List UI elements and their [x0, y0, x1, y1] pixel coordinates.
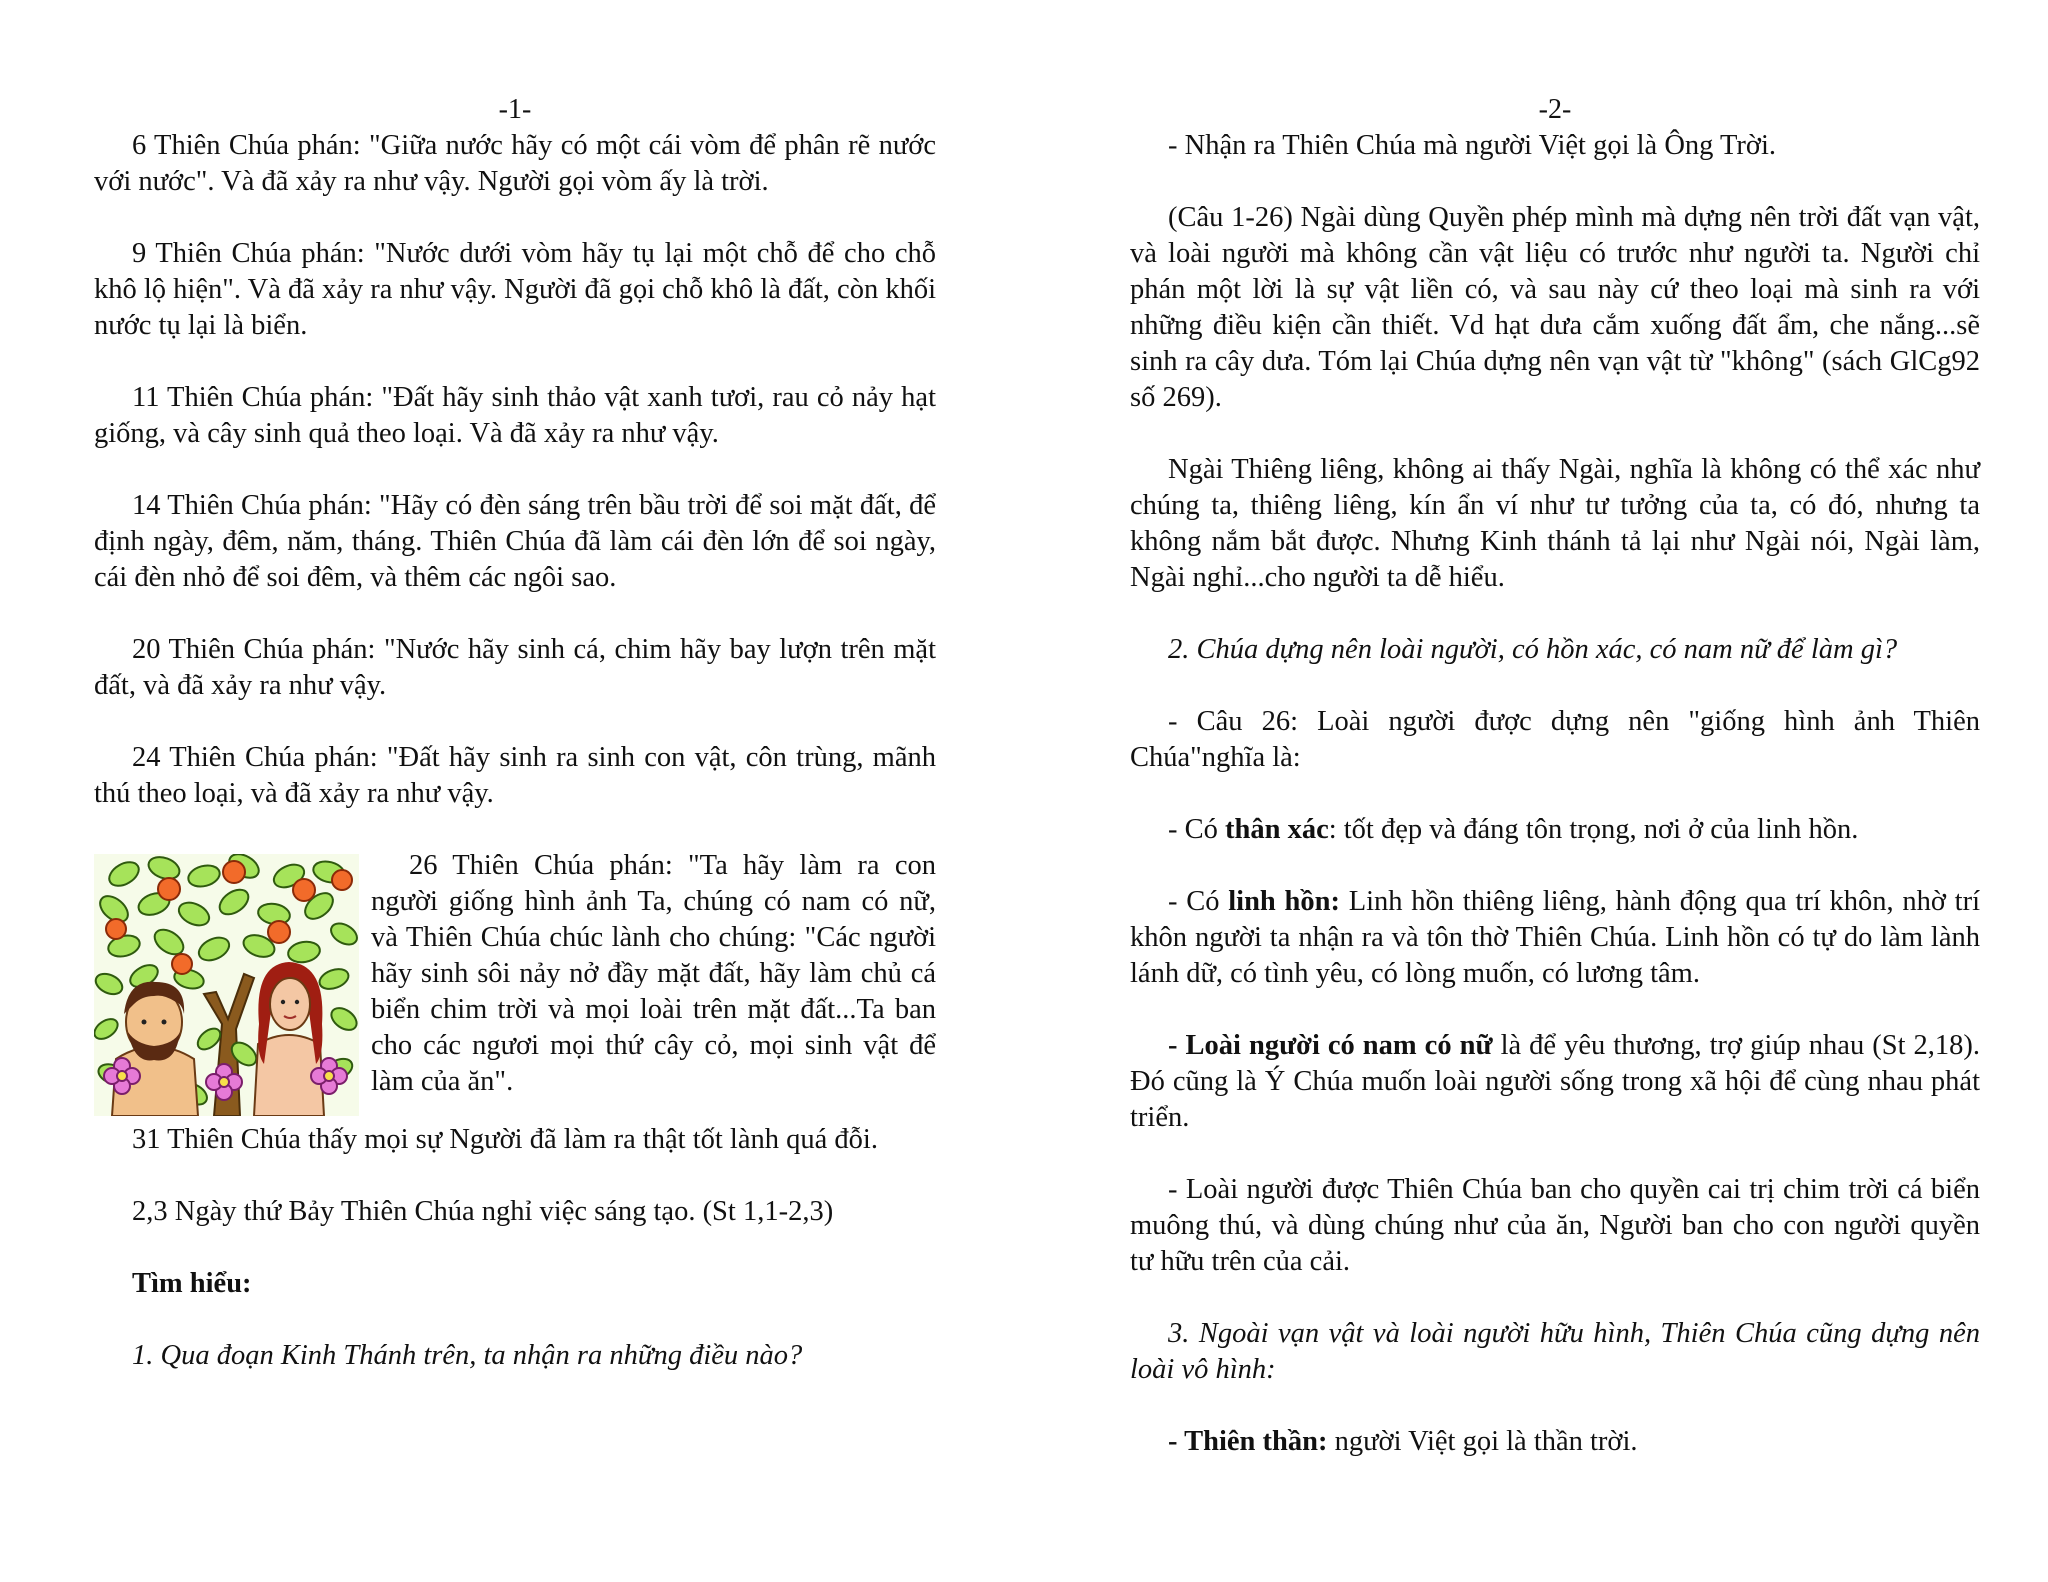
right-page	[1130, 0, 1980, 1582]
page-number: -1-	[498, 94, 532, 125]
paragraph-verse-26: - Câu 26: Loài người được dựng nên "giống hình ảnh Thiên Chúa"nghĩa là:	[1130, 706, 1980, 773]
verse-14: 14 Thiên Chúa phán: "Hãy có đèn sáng trên bầu trời để soi mặt đất, để định ngày, đêm, năm, tháng. Thiên Chúa đã làm cái đèn lớn để soi ngày, cái đèn nhỏ để soi đêm, và thêm các ngôi sao.	[94, 490, 936, 593]
text-rest: là để yêu thương, trợ giúp nhau (St 2,18). Đó cũng là Ý Chúa muốn loài người sống trong xã hội để cùng nhau phát triển.	[1130, 1030, 1980, 1133]
verse-26: 26 Thiên Chúa phán: "Ta hãy làm ra con người giống hình ảnh Ta, chúng có nam có nữ, và Thiên Chúa chúc lành cho chúng: "Các người hãy sinh sôi nảy nở đầy mặt đất, hãy làm chủ cá biển chim trời và mọi loài trên mặt đất...Ta ban cho các ngươi mọi thứ cây cỏ, mọi sinh vật để làm của ăn".	[371, 850, 936, 1097]
paragraph-soul	[1130, 884, 1980, 992]
text-prefix: - Có	[1168, 886, 1229, 917]
question-1: 1. Qua đoạn Kinh Thánh trên, ta nhận ra những điều nào?	[132, 1340, 803, 1371]
page-number: -2-	[1538, 94, 1572, 125]
left-page	[94, 0, 936, 1582]
text-rest: : tốt đẹp và đáng tôn trọng, nơi ở của linh hồn.	[1328, 814, 1859, 845]
verse-9: 9 Thiên Chúa phán: "Nước dưới vòm hãy tụ lại một chỗ để cho chỗ khô lộ hiện". Và đã xảy ra như vậy. Người đã gọi chỗ khô là đất, còn khối nước tụ lại là biển.	[94, 238, 936, 341]
paragraph-dominion: - Loài người được Thiên Chúa ban cho quyền cai trị chim trời cá biển muông thú, và dùng chúng như của ăn, Người ban cho con người quyền tư hữu trên của cải.	[1130, 1174, 1980, 1277]
verse-20: 20 Thiên Chúa phán: "Nước hãy sinh cá, chim hãy bay lượn trên mặt đất, và đã xảy ra như vậy.	[94, 634, 936, 701]
question-2: 2. Chúa dựng nên loài người, có hồn xác, có nam nữ để làm gì?	[1168, 634, 1898, 665]
paragraph-angels	[1130, 1424, 1980, 1460]
paragraph-spiritual: Ngài Thiêng liêng, không ai thấy Ngài, nghĩa là không có thể xác như chúng ta, thiêng liêng, kín ẩn ví như tư tưởng của ta, có đó, nhưng ta không nắm bắt được. Nhưng Kinh thánh tả lại như Ngài nói, Ngài làm, Ngài nghỉ...cho người ta dễ hiểu.	[1130, 454, 1980, 593]
verse-24: 24 Thiên Chúa phán: "Đất hãy sinh ra sinh con vật, côn trùng, mãnh thú theo loại, và đã xảy ra như vậy.	[94, 742, 936, 809]
question-3: 3. Ngoài vạn vật và loài người hữu hình, Thiên Chúa cũng dựng nên loài vô hình:	[1130, 1318, 1980, 1385]
text-prefix: - Có	[1168, 814, 1225, 845]
paragraph-creation-power: (Câu 1-26) Ngài dùng Quyền phép mình mà dựng nên trời đất vạn vật, và loài người mà không cần vật liệu có trước như người ta. Người chỉ phán một lời là sự vật liền có, và sau này cứ theo loại mà sinh ra với những điều kiện cần thiết. Vd hạt dưa cắm xuống đất ẩm, che nắng...sẽ sinh ra cây dưa. Tóm lại Chúa dựng nên vạn vật từ "không" (sách GlCg92 số 269).	[1130, 202, 1980, 413]
text-rest: người Việt gọi là thần trời.	[1327, 1426, 1638, 1457]
term-male-female: - Loài người có nam có nữ	[1168, 1030, 1493, 1061]
adam-eve-tree-icon	[94, 854, 359, 1116]
paragraph-god-recognized: - Nhận ra Thiên Chúa mà người Việt gọi là Ông Trời.	[1168, 130, 1777, 161]
verse-31: 31 Thiên Chúa thấy mọi sự Người đã làm ra thật tốt lành quá đỗi.	[132, 1124, 878, 1155]
term-angels: - Thiên thần:	[1168, 1426, 1328, 1457]
section-heading: Tìm hiểu:	[132, 1268, 252, 1299]
term-body: thân xác	[1225, 814, 1329, 845]
paragraph-body	[1130, 812, 1980, 848]
verse-2-3: 2,3 Ngày thứ Bảy Thiên Chúa nghỉ việc sáng tạo. (St 1,1-2,3)	[132, 1196, 834, 1227]
verse-6: 6 Thiên Chúa phán: "Giữa nước hãy có một cái vòm để phân rẽ nước với nước". Và đã xảy ra như vậy. Người gọi vòm ấy là trời.	[94, 130, 936, 197]
text-rest: Linh hồn thiêng liêng, hành động qua trí khôn, nhờ trí khôn người ta nhận ra và tôn thờ Thiên Chúa. Linh hồn có tự do làm lành lánh dữ, có tình yêu, có lòng muốn, có lương tâm.	[1130, 886, 1981, 989]
verse-26-block	[94, 848, 936, 1122]
paragraph-male-female	[1130, 1028, 1980, 1136]
verse-11: 11 Thiên Chúa phán: "Đất hãy sinh thảo vật xanh tươi, rau cỏ nảy hạt giống, và cây sinh quả theo loại. Và đã xảy ra như vậy.	[94, 382, 936, 449]
term-soul: linh hồn:	[1228, 886, 1340, 917]
